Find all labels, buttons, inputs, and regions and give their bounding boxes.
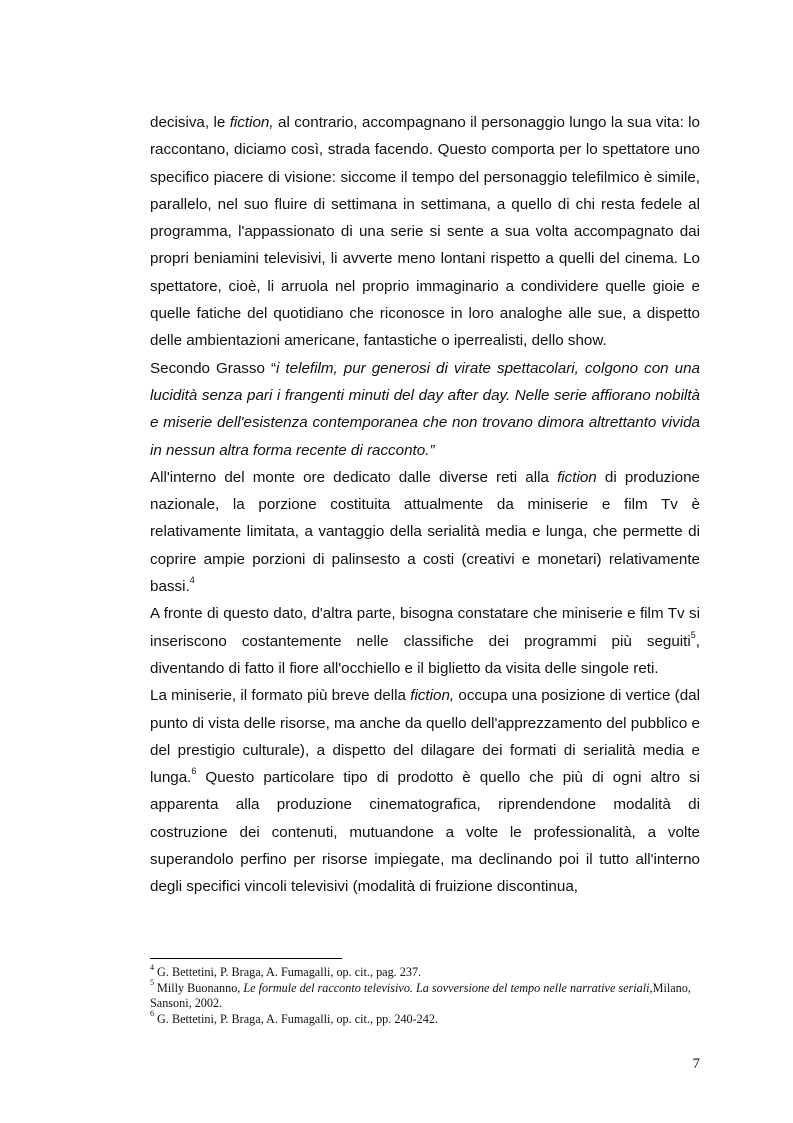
- footnote-text: Milly Buonanno,: [154, 980, 244, 995]
- footnote: [150, 978, 700, 1012]
- footnote: [150, 1009, 700, 1028]
- text-run: Secondo Grasso “: [150, 359, 277, 377]
- footnotes: [150, 962, 700, 1027]
- footnote-text: G. Bettetini, P. Braga, A. Fumagalli, op. cit., pp. 240-242.: [154, 1011, 439, 1026]
- paragraph-5: [150, 682, 700, 900]
- footnote-ref[interactable]: 6: [191, 766, 197, 777]
- italic-term: fiction,: [410, 687, 455, 705]
- footnote-divider: [150, 958, 342, 959]
- paragraph-2: [150, 355, 700, 464]
- text-run: A fronte di questo dato, d'altra parte, bisogna constatare che miniserie e film Tv si inseriscono costantemente nelle classifiche dei programmi più seguiti: [150, 605, 700, 650]
- page-number: 7: [692, 1056, 700, 1072]
- italic-term: fiction: [557, 468, 597, 486]
- body-text: [150, 109, 700, 901]
- footnote: [150, 962, 700, 981]
- footnote-ref[interactable]: 4: [189, 574, 195, 585]
- paragraph-4: [150, 600, 700, 682]
- footnote-number: 5: [150, 978, 154, 988]
- text-run: al contrario, accompagnano il personaggio lungo la sua vita: lo raccontano, diciamo così, strada facendo. Questo comporta per lo spettatore uno specifico piacere di visione: siccome il tempo del personaggio telefilmico è simile, parallelo, nel suo fluire di settimana in settimana, a quello di chi resta fedele al programma, l'appassionato di una serie si sente a sua volta accompagnato dai propri beniamini televisivi, li avverte meno lontani rispetto a quelli del cinema. Lo spettatore, cioè, li arruola nel proprio immaginario a condividere quelle gioie e quelle fatiche del quotidiano che riconosce in loro analoghe alle sue, a dispetto delle ambientazioni americane, fantastiche o iperrealisti, dello show.: [150, 114, 700, 350]
- text-run: Questo particolare tipo di prodotto è quello che più di ogni altro si apparenta alla produzione cinematografica, riprendendone modalità di costruzione dei contenuti, mutuandone a volte le professionalità, a volte superandolo perfino per risorse impiegate, ma declinando poi il tutto all'interno degli specifici vincoli televisivi (modalità di fruizione discontinua,: [150, 769, 700, 896]
- text-run: decisiva, le: [150, 114, 230, 131]
- footnote-number: 4: [150, 962, 154, 972]
- footnote-text: Milano, Sansoni, 2002.: [150, 980, 691, 1010]
- footnote-number: 6: [150, 1009, 154, 1019]
- footnote-ref[interactable]: 5: [690, 629, 696, 640]
- italic-term: fiction,: [229, 114, 274, 131]
- text-run: di produzione nazionale, la porzione costituita attualmente da miniserie e film Tv è relativamente limitata, a vantaggio della serialità media e lunga, che permette di coprire ampie porzioni di palinsesto a costi (creativi e monetari) relativamente bassi.: [150, 468, 700, 596]
- paragraph-1: [150, 109, 700, 355]
- text-run: La miniserie, il formato più breve della: [150, 687, 411, 705]
- footnote-title: Le formule del racconto televisivo. La sovversione del tempo nelle narrative seriali,: [243, 980, 653, 995]
- text-run: occupa una posizione di vertice (dal punto di vista delle risorse, ma anche da quello dell'apprezzamento del pubblico e del prestigio culturale), a dispetto del dilagare dei formati di serialità media e lunga.: [150, 687, 700, 787]
- paragraph-3: [150, 464, 700, 600]
- text-run: , diventando di fatto il fiore all'occhiello e il biglietto da visita delle singole reti.: [150, 632, 700, 677]
- text-run: All'interno del monte ore dedicato dalle diverse reti alla: [150, 468, 558, 486]
- footnote-text: G. Bettetini, P. Braga, A. Fumagalli, op. cit., pag. 237.: [154, 965, 422, 979]
- quotation: i telefilm, pur generosi di virate spettacolari, colgono con una lucidità senza pari i frangenti minuti del day after day. Nelle serie affiorano nobiltà e miserie dell'esistenza contemporanea che non trovano dimora altrettanto vivida in nessun altra forma recente di racconto.”: [150, 359, 700, 459]
